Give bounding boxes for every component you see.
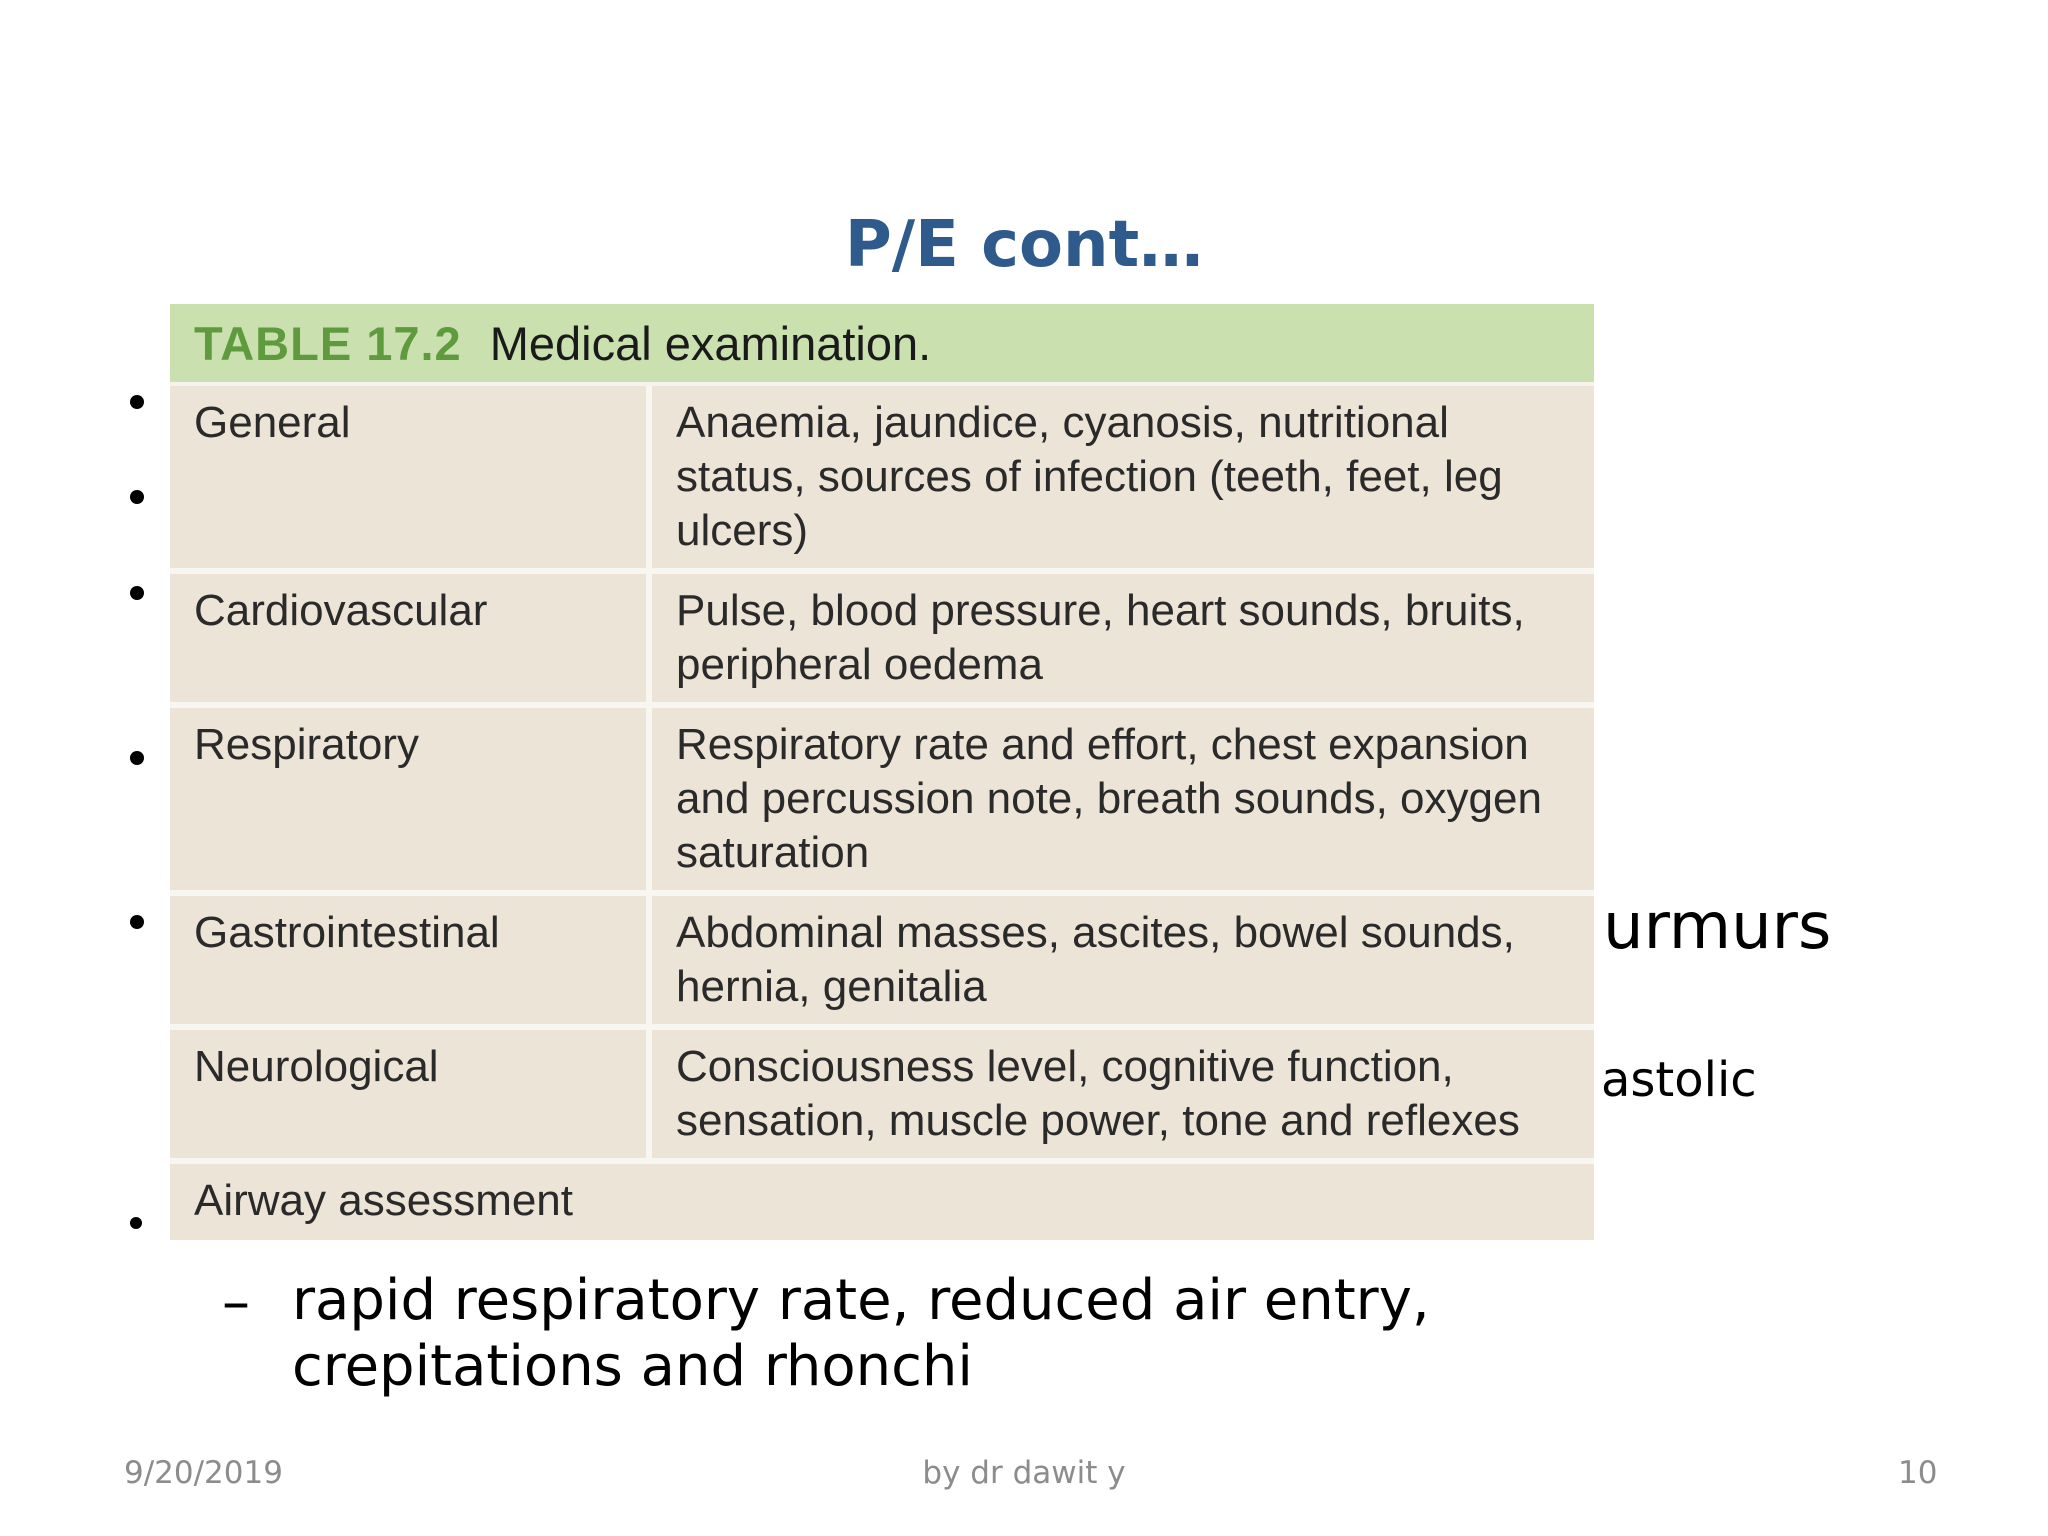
table-row-description: Respiratory rate and effort, chest expansion and percussion note, breath sounds, oxygen saturation	[676, 720, 1542, 877]
footer-date: 9/20/2019	[124, 1455, 283, 1491]
medical-examination-table	[170, 304, 1594, 1240]
bullet-text-murmurs: urmurs	[1603, 890, 1832, 964]
bullet-dot	[130, 1217, 142, 1229]
table-number: TABLE 17.2	[194, 316, 462, 370]
footer-page-number: 10	[1898, 1455, 1938, 1491]
bullet-dot	[130, 395, 144, 409]
table-row	[170, 1164, 1594, 1240]
table-caption-text: Medical examination.	[489, 316, 932, 370]
table-row	[170, 896, 1594, 1030]
bullet-dot	[130, 915, 144, 929]
table-row-description: Abdominal masses, ascites, bowel sounds, hernia, genitalia	[676, 908, 1515, 1011]
bullet-dot	[130, 490, 144, 504]
footer-author: by dr dawit y	[922, 1455, 1126, 1491]
table-row-label: Gastrointestinal	[170, 896, 652, 1024]
sub-bullet-text: rapid respiratory rate, reduced air entry, crepitations and rhonchi	[292, 1268, 1430, 1399]
table-row-label: Neurological	[170, 1030, 652, 1158]
table-row-description: Consciousness level, cognitive function, sensation, muscle power, tone and reflexes	[676, 1042, 1520, 1145]
table-row-label: Cardiovascular	[170, 574, 652, 702]
table-row-label: Airway assessment	[194, 1176, 574, 1225]
slide-title: P/E cont…	[844, 208, 1204, 282]
table-caption	[170, 304, 1594, 386]
sub-bullet-dash: –	[222, 1270, 250, 1335]
bullet-text-diastolic: astolic	[1601, 1052, 1757, 1108]
table-row	[170, 574, 1594, 708]
table-row	[170, 386, 1594, 574]
table-row-description: Anaemia, jaundice, cyanosis, nutritional status, sources of infection (teeth, feet, leg ulcers)	[676, 398, 1503, 555]
table-row-label: Respiratory	[170, 708, 652, 890]
table-row-label: General	[170, 386, 652, 568]
table-row-description: Pulse, blood pressure, heart sounds, bruits, peripheral oedema	[676, 586, 1525, 689]
bullet-dot	[130, 586, 144, 600]
table-row	[170, 1030, 1594, 1164]
table-row	[170, 708, 1594, 896]
bullet-dot	[130, 751, 144, 765]
